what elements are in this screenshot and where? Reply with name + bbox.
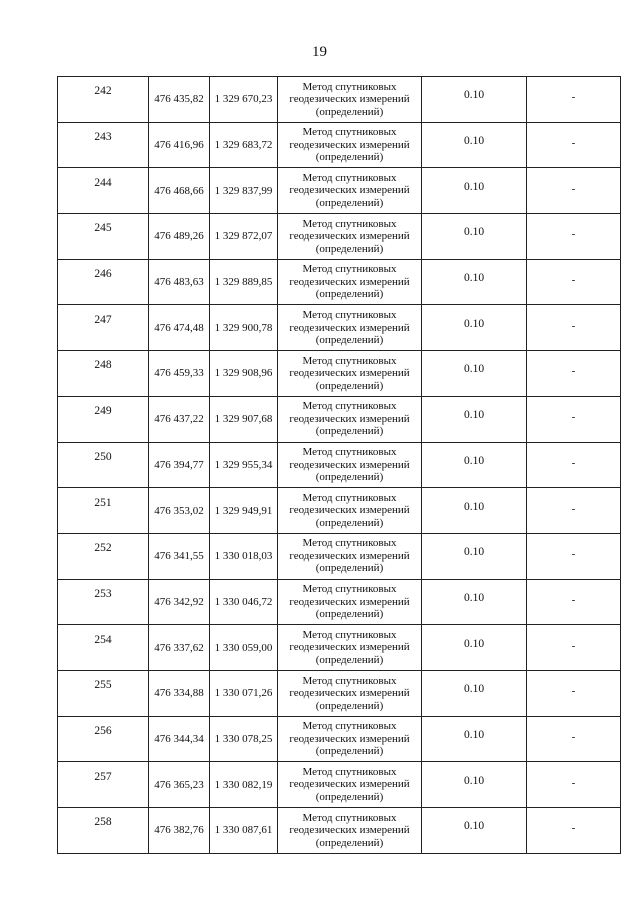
point-number: 252	[94, 542, 112, 555]
point-number-cell	[58, 762, 149, 808]
extra-value: -	[571, 593, 576, 606]
y-coordinate: 1 329 872,07	[214, 230, 273, 243]
method-line-2: геодезических измерений	[289, 458, 410, 471]
table-row	[58, 305, 621, 351]
table-row	[58, 670, 621, 716]
method-line-2: геодезических измерений	[289, 595, 410, 608]
extra-cell	[527, 808, 621, 854]
method-cell	[278, 396, 422, 442]
y-coordinate: 1 329 889,85	[214, 276, 273, 289]
x-coordinate: 476 337,62	[154, 641, 204, 654]
extra-cell	[527, 625, 621, 671]
table-row	[58, 122, 621, 168]
x-coordinate: 476 459,33	[154, 367, 204, 380]
point-number-cell	[58, 442, 149, 488]
point-number-cell	[58, 716, 149, 762]
method-line-2: геодезических измерений	[289, 778, 410, 791]
table-row	[58, 579, 621, 625]
x-coordinate-cell	[149, 351, 210, 397]
accuracy-value: 0.10	[463, 272, 485, 285]
accuracy-value: 0.10	[463, 546, 485, 559]
method-line-1: Метод спутниковых	[302, 80, 397, 93]
extra-value: -	[571, 822, 576, 835]
x-coordinate-cell	[149, 579, 210, 625]
accuracy-cell	[422, 214, 527, 260]
extra-value: -	[571, 685, 576, 698]
extra-value: -	[571, 274, 576, 287]
extra-value: -	[571, 639, 576, 652]
point-number: 258	[94, 816, 112, 829]
point-number: 244	[94, 176, 112, 189]
method-line-1: Метод спутниковых	[302, 171, 397, 184]
method-line-3: (определений)	[315, 653, 384, 666]
method-line-2: геодезических измерений	[289, 641, 410, 654]
table-row	[58, 396, 621, 442]
point-number-cell	[58, 214, 149, 260]
point-number: 254	[94, 633, 112, 646]
table-row	[58, 77, 621, 123]
x-coordinate-cell	[149, 396, 210, 442]
method-line-2: геодезических измерений	[289, 412, 410, 425]
accuracy-cell	[422, 168, 527, 214]
table-row	[58, 488, 621, 534]
point-number-cell	[58, 77, 149, 123]
accuracy-cell	[422, 625, 527, 671]
method-line-1: Метод спутниковых	[302, 446, 397, 459]
point-number: 243	[94, 131, 112, 144]
y-coordinate-cell	[210, 259, 278, 305]
coordinates-table	[57, 76, 621, 854]
table-row	[58, 259, 621, 305]
accuracy-cell	[422, 305, 527, 351]
x-coordinate-cell	[149, 259, 210, 305]
method-line-3: (определений)	[315, 562, 384, 575]
y-coordinate: 1 330 087,61	[214, 824, 273, 837]
method-cell	[278, 762, 422, 808]
table-row	[58, 533, 621, 579]
extra-cell	[527, 533, 621, 579]
extra-value: -	[571, 182, 576, 195]
extra-cell	[527, 762, 621, 808]
table-row	[58, 351, 621, 397]
method-line-3: (определений)	[315, 196, 384, 209]
extra-value: -	[571, 228, 576, 241]
point-number-cell	[58, 533, 149, 579]
y-coordinate: 1 329 907,68	[214, 413, 273, 426]
method-cell	[278, 351, 422, 397]
x-coordinate-cell	[149, 77, 210, 123]
x-coordinate: 476 365,23	[154, 778, 204, 791]
method-line-3: (определений)	[315, 836, 384, 849]
method-cell	[278, 122, 422, 168]
accuracy-cell	[422, 533, 527, 579]
x-coordinate-cell	[149, 808, 210, 854]
extra-cell	[527, 488, 621, 534]
x-coordinate: 476 353,02	[154, 504, 204, 517]
accuracy-value: 0.10	[463, 135, 485, 148]
x-coordinate: 476 382,76	[154, 824, 204, 837]
accuracy-cell	[422, 351, 527, 397]
point-number-cell	[58, 305, 149, 351]
method-line-2: геодезических измерений	[289, 93, 410, 106]
method-line-2: геодезических измерений	[289, 549, 410, 562]
method-line-2: геодезических измерений	[289, 367, 410, 380]
x-coordinate: 476 437,22	[154, 413, 204, 426]
extra-value: -	[571, 502, 576, 515]
y-coordinate: 1 330 071,26	[214, 687, 273, 700]
y-coordinate: 1 330 059,00	[214, 641, 273, 654]
method-line-1: Метод спутниковых	[302, 354, 397, 367]
point-number: 249	[94, 405, 112, 418]
accuracy-cell	[422, 488, 527, 534]
y-coordinate-cell	[210, 396, 278, 442]
extra-cell	[527, 77, 621, 123]
table-row	[58, 716, 621, 762]
point-number: 257	[94, 770, 112, 783]
point-number: 251	[94, 496, 112, 509]
x-coordinate-cell	[149, 716, 210, 762]
extra-cell	[527, 168, 621, 214]
method-cell	[278, 716, 422, 762]
method-line-2: геодезических измерений	[289, 732, 410, 745]
method-line-2: геодезических измерений	[289, 687, 410, 700]
point-number-cell	[58, 168, 149, 214]
x-coordinate: 476 394,77	[154, 458, 204, 471]
method-cell	[278, 442, 422, 488]
x-coordinate: 476 483,63	[154, 276, 204, 289]
y-coordinate-cell	[210, 77, 278, 123]
accuracy-cell	[422, 122, 527, 168]
accuracy-cell	[422, 579, 527, 625]
y-coordinate-cell	[210, 716, 278, 762]
y-coordinate: 1 329 837,99	[214, 184, 273, 197]
point-number: 255	[94, 679, 112, 692]
y-coordinate-cell	[210, 122, 278, 168]
point-number: 247	[94, 313, 112, 326]
accuracy-value: 0.10	[463, 180, 485, 193]
point-number-cell	[58, 625, 149, 671]
method-line-1: Метод спутниковых	[302, 491, 397, 504]
x-coordinate: 476 342,92	[154, 595, 204, 608]
accuracy-value: 0.10	[463, 591, 485, 604]
method-line-3: (определений)	[315, 608, 384, 621]
accuracy-value: 0.10	[463, 728, 485, 741]
x-coordinate-cell	[149, 305, 210, 351]
y-coordinate: 1 329 949,91	[214, 504, 273, 517]
extra-value: -	[571, 548, 576, 561]
accuracy-value: 0.10	[463, 637, 485, 650]
point-number-cell	[58, 396, 149, 442]
method-line-3: (определений)	[315, 151, 384, 164]
x-coordinate-cell	[149, 214, 210, 260]
y-coordinate: 1 329 908,96	[214, 367, 273, 380]
method-line-1: Метод спутниковых	[302, 720, 397, 733]
method-line-1: Метод спутниковых	[302, 811, 397, 824]
point-number-cell	[58, 808, 149, 854]
y-coordinate-cell	[210, 533, 278, 579]
table-row	[58, 214, 621, 260]
method-cell	[278, 168, 422, 214]
method-line-2: геодезических измерений	[289, 275, 410, 288]
extra-value: -	[571, 91, 576, 104]
extra-value: -	[571, 776, 576, 789]
method-line-3: (определений)	[315, 105, 384, 118]
accuracy-value: 0.10	[463, 317, 485, 330]
y-coordinate-cell	[210, 351, 278, 397]
x-coordinate: 476 341,55	[154, 550, 204, 563]
extra-value: -	[571, 137, 576, 150]
extra-value: -	[571, 456, 576, 469]
accuracy-cell	[422, 77, 527, 123]
x-coordinate: 476 344,34	[154, 732, 204, 745]
y-coordinate-cell	[210, 808, 278, 854]
y-coordinate: 1 330 082,19	[214, 778, 273, 791]
method-line-3: (определений)	[315, 699, 384, 712]
method-line-1: Метод спутниковых	[302, 309, 397, 322]
table-row	[58, 808, 621, 854]
y-coordinate-cell	[210, 762, 278, 808]
method-line-1: Метод спутниковых	[302, 537, 397, 550]
method-line-1: Метод спутниковых	[302, 217, 397, 230]
y-coordinate-cell	[210, 305, 278, 351]
method-cell	[278, 259, 422, 305]
point-number: 253	[94, 587, 112, 600]
method-cell	[278, 579, 422, 625]
point-number-cell	[58, 488, 149, 534]
method-line-1: Метод спутниковых	[302, 583, 397, 596]
method-line-2: геодезических измерений	[289, 184, 410, 197]
method-cell	[278, 488, 422, 534]
y-coordinate-cell	[210, 625, 278, 671]
x-coordinate-cell	[149, 625, 210, 671]
point-number: 246	[94, 268, 112, 281]
method-cell	[278, 305, 422, 351]
method-line-3: (определений)	[315, 288, 384, 301]
accuracy-value: 0.10	[463, 683, 485, 696]
y-coordinate: 1 330 078,25	[214, 732, 273, 745]
method-line-2: геодезических измерений	[289, 824, 410, 837]
y-coordinate-cell	[210, 168, 278, 214]
point-number: 245	[94, 222, 112, 235]
extra-cell	[527, 716, 621, 762]
x-coordinate-cell	[149, 762, 210, 808]
point-number-cell	[58, 579, 149, 625]
method-cell	[278, 77, 422, 123]
y-coordinate-cell	[210, 442, 278, 488]
method-cell	[278, 214, 422, 260]
method-line-1: Метод спутниковых	[302, 126, 397, 139]
extra-value: -	[571, 319, 576, 332]
accuracy-cell	[422, 808, 527, 854]
extra-cell	[527, 442, 621, 488]
extra-cell	[527, 351, 621, 397]
extra-cell	[527, 579, 621, 625]
extra-value: -	[571, 411, 576, 424]
method-line-3: (определений)	[315, 745, 384, 758]
method-line-3: (определений)	[315, 242, 384, 255]
method-line-3: (определений)	[315, 516, 384, 529]
x-coordinate: 476 416,96	[154, 139, 204, 152]
method-line-1: Метод спутниковых	[302, 674, 397, 687]
point-number-cell	[58, 670, 149, 716]
point-number-cell	[58, 351, 149, 397]
y-coordinate: 1 329 670,23	[214, 93, 273, 106]
y-coordinate-cell	[210, 488, 278, 534]
y-coordinate: 1 329 683,72	[214, 139, 273, 152]
x-coordinate: 476 435,82	[154, 93, 204, 106]
method-line-2: геодезических измерений	[289, 138, 410, 151]
accuracy-cell	[422, 259, 527, 305]
table-row	[58, 762, 621, 808]
extra-value: -	[571, 365, 576, 378]
accuracy-value: 0.10	[463, 89, 485, 102]
y-coordinate: 1 330 018,03	[214, 550, 273, 563]
x-coordinate-cell	[149, 168, 210, 214]
accuracy-cell	[422, 762, 527, 808]
method-line-2: геодезических измерений	[289, 321, 410, 334]
accuracy-cell	[422, 716, 527, 762]
x-coordinate-cell	[149, 533, 210, 579]
extra-cell	[527, 259, 621, 305]
accuracy-value: 0.10	[463, 774, 485, 787]
table-row	[58, 442, 621, 488]
extra-cell	[527, 122, 621, 168]
point-number: 248	[94, 359, 112, 372]
accuracy-value: 0.10	[463, 363, 485, 376]
table-row	[58, 625, 621, 671]
accuracy-value: 0.10	[463, 500, 485, 513]
y-coordinate: 1 329 900,78	[214, 321, 273, 334]
method-cell	[278, 670, 422, 716]
method-line-1: Метод спутниковых	[302, 765, 397, 778]
table-row	[58, 168, 621, 214]
accuracy-value: 0.10	[463, 409, 485, 422]
accuracy-value: 0.10	[463, 226, 485, 239]
method-line-3: (определений)	[315, 425, 384, 438]
x-coordinate-cell	[149, 122, 210, 168]
point-number-cell	[58, 122, 149, 168]
accuracy-cell	[422, 396, 527, 442]
method-cell	[278, 533, 422, 579]
method-line-3: (определений)	[315, 334, 384, 347]
x-coordinate: 476 489,26	[154, 230, 204, 243]
method-line-1: Метод спутниковых	[302, 263, 397, 276]
x-coordinate: 476 468,66	[154, 184, 204, 197]
method-line-3: (определений)	[315, 471, 384, 484]
method-cell	[278, 625, 422, 671]
accuracy-value: 0.10	[463, 820, 485, 833]
y-coordinate-cell	[210, 670, 278, 716]
x-coordinate-cell	[149, 488, 210, 534]
method-line-1: Метод спутниковых	[302, 400, 397, 413]
method-cell	[278, 808, 422, 854]
y-coordinate: 1 329 955,34	[214, 458, 273, 471]
method-line-2: геодезических измерений	[289, 230, 410, 243]
x-coordinate-cell	[149, 442, 210, 488]
extra-value: -	[571, 730, 576, 743]
y-coordinate-cell	[210, 579, 278, 625]
method-line-1: Метод спутниковых	[302, 628, 397, 641]
accuracy-value: 0.10	[463, 454, 485, 467]
x-coordinate: 476 334,88	[154, 687, 204, 700]
extra-cell	[527, 670, 621, 716]
x-coordinate-cell	[149, 670, 210, 716]
point-number-cell	[58, 259, 149, 305]
coordinates-table-body	[58, 77, 621, 854]
extra-cell	[527, 305, 621, 351]
point-number: 256	[94, 724, 112, 737]
extra-cell	[527, 214, 621, 260]
method-line-2: геодезических измерений	[289, 504, 410, 517]
extra-cell	[527, 396, 621, 442]
point-number: 250	[94, 450, 112, 463]
x-coordinate: 476 474,48	[154, 321, 204, 334]
accuracy-cell	[422, 670, 527, 716]
y-coordinate: 1 330 046,72	[214, 595, 273, 608]
accuracy-cell	[422, 442, 527, 488]
y-coordinate-cell	[210, 214, 278, 260]
page-number: 19	[312, 44, 327, 60]
method-line-3: (определений)	[315, 379, 384, 392]
method-line-3: (определений)	[315, 790, 384, 803]
point-number: 242	[94, 85, 112, 98]
